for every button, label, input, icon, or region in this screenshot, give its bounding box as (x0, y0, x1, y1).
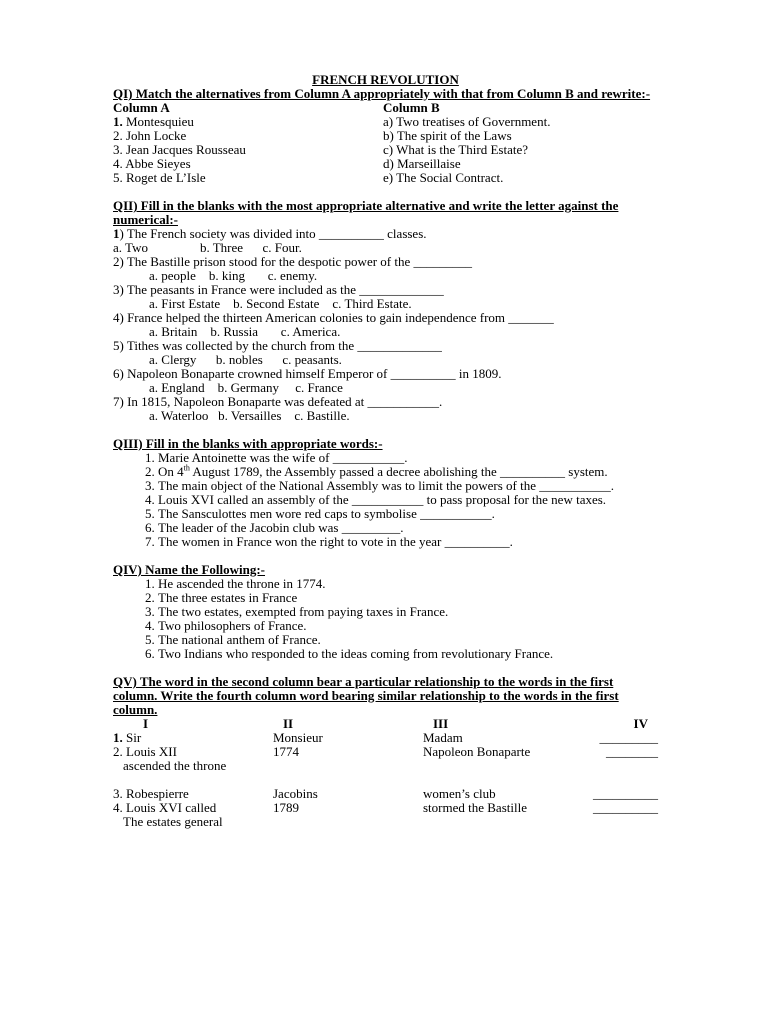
list-item: 5. The national anthem of France. (158, 633, 658, 647)
q5-header-i: I (143, 716, 149, 731)
page-title: FRENCH REVOLUTION (312, 72, 459, 87)
q2-options: a. people b. king c. enemy. (149, 268, 318, 283)
q5-heading: QV) The word in the second column bear a particular relationship to the words in the first column. Write the fourth column word bearing similar relationship to the words in the first column. (113, 674, 619, 717)
list-item: 2. On 4th August 1789, the Assembly passed a decree abolishing the __________ system. (158, 465, 658, 479)
q5-header-ii: II (283, 716, 294, 731)
q4-list (113, 577, 658, 661)
table-row (113, 787, 658, 801)
list-item: 6. The leader of the Jacobin club was _________. (158, 521, 658, 535)
q5-section (113, 675, 658, 829)
q5-cell: 1789 (273, 800, 299, 815)
q1-col-b-item: d) Marseillaise (383, 156, 461, 171)
q5-blank: __________ (593, 786, 658, 801)
q5-cell: 3. Robespierre (113, 786, 189, 801)
q5-cell: Madam (423, 730, 463, 745)
q4-heading: QIV) Name the Following:- (113, 562, 266, 577)
q1-row (113, 171, 658, 185)
table-row (113, 745, 658, 759)
q2-question: 2) The Bastille prison stood for the despotic power of the _________ (113, 254, 473, 269)
q1-col-a-item: 5. Roget de L’Isle (113, 170, 206, 185)
table-row (113, 801, 658, 815)
q5-cell-continuation: ascended the throne (123, 758, 227, 773)
column-a-header: Column A (113, 100, 170, 115)
q2-question: 4) France helped the thirteen American colonies to gain independence from _______ (113, 310, 554, 325)
q1-heading: QI) Match the alternatives from Column A appropriately with that from Column B and rewrite:- (113, 86, 651, 101)
q5-header-iv: IV (633, 716, 648, 731)
q1-col-a-item: 4. Abbe Sieyes (113, 156, 191, 171)
q1-col-b-item: b) The spirit of the Laws (383, 128, 512, 143)
q5-column-headers (113, 717, 658, 731)
q1-row (113, 115, 658, 129)
q5-header-iii: III (433, 716, 449, 731)
q1-row (113, 157, 658, 171)
list-item: 6. Two Indians who responded to the ideas coming from revolutionary France. (158, 647, 658, 661)
q5-cell: 4. Louis XVI called (113, 800, 217, 815)
q5-blank: _________ (599, 730, 658, 745)
q5-cell: 2. Louis XII (113, 744, 177, 759)
q1-col-a-item: 3. Jean Jacques Rousseau (113, 142, 246, 157)
q2-question: 5) Tithes was collected by the church from the _____________ (113, 338, 442, 353)
q2-question: 6) Napoleon Bonaparte crowned himself Emperor of __________ in 1809. (113, 366, 502, 381)
q1-col-b-item: c) What is the Third Estate? (383, 142, 528, 157)
q5-blank: __________ (593, 800, 658, 815)
q1-row-number: 1. (113, 114, 123, 129)
q1-col-b-item: e) The Social Contract. (383, 170, 504, 185)
list-item: 4. Two philosophers of France. (158, 619, 658, 633)
q1-col-a-item: Montesquieu (122, 114, 194, 129)
q3-heading: QIII) Fill in the blanks with appropriate words:- (113, 436, 383, 451)
q3-list (113, 451, 658, 549)
column-b-header: Column B (383, 100, 440, 115)
q1-row (113, 129, 658, 143)
q2-options: a. Two b. Three c. Four. (113, 240, 302, 255)
q5-blank: ________ (606, 744, 658, 759)
q5-cell: 1774 (273, 744, 299, 759)
list-item: 3. The main object of the National Assembly was to limit the powers of the ___________. (158, 479, 658, 493)
q2-options: a. Waterloo b. Versailles c. Bastille. (149, 408, 350, 423)
q5-row-number: 1. (113, 730, 123, 745)
q2-options: a. Clergy b. nobles c. peasants. (149, 352, 342, 367)
q5-cell: Monsieur (273, 730, 323, 745)
q1-col-b-item: a) Two treatises of Government. (383, 114, 551, 129)
worksheet (113, 73, 658, 829)
q1-column-headers (113, 101, 658, 115)
q2-question: ) The French society was divided into __________ classes. (119, 226, 427, 241)
list-item: 2. The three estates in France (158, 591, 658, 605)
q2-item (113, 227, 658, 241)
q5-cell-continuation: The estates general (123, 814, 223, 829)
q5-cell: stormed the Bastille (423, 800, 527, 815)
list-item: 1. Marie Antoinette was the wife of ___________. (158, 451, 658, 465)
q2-question: 7) In 1815, Napoleon Bonaparte was defeated at ___________. (113, 394, 443, 409)
list-item: 1. He ascended the throne in 1774. (158, 577, 658, 591)
q2-item-number: 1 (113, 226, 120, 241)
list-item: 3. The two estates, exempted from paying taxes in France. (158, 605, 658, 619)
list-item: 5. The Sansculottes men wore red caps to symbolise ___________. (158, 507, 658, 521)
q1-col-a-item: 2. John Locke (113, 128, 187, 143)
q5-cell: Napoleon Bonaparte (423, 744, 531, 759)
table-row (113, 731, 658, 745)
q2-heading: QII) Fill in the blanks with the most appropriate alternative and write the letter against the numerical:- (113, 198, 619, 227)
q5-cell: Sir (122, 730, 142, 745)
q1-row (113, 143, 658, 157)
q5-cell: Jacobins (273, 786, 318, 801)
q5-cell: women’s club (423, 786, 496, 801)
list-item: 7. The women in France won the right to vote in the year __________. (158, 535, 658, 549)
q2-options: a. England b. Germany c. France (149, 380, 343, 395)
q2-options: a. Britain b. Russia c. America. (149, 324, 341, 339)
q2-question: 3) The peasants in France were included as the _____________ (113, 282, 444, 297)
q2-options: a. First Estate b. Second Estate c. Third Estate. (149, 296, 412, 311)
list-item: 4. Louis XVI called an assembly of the ___________ to pass proposal for the new taxes. (158, 493, 658, 507)
